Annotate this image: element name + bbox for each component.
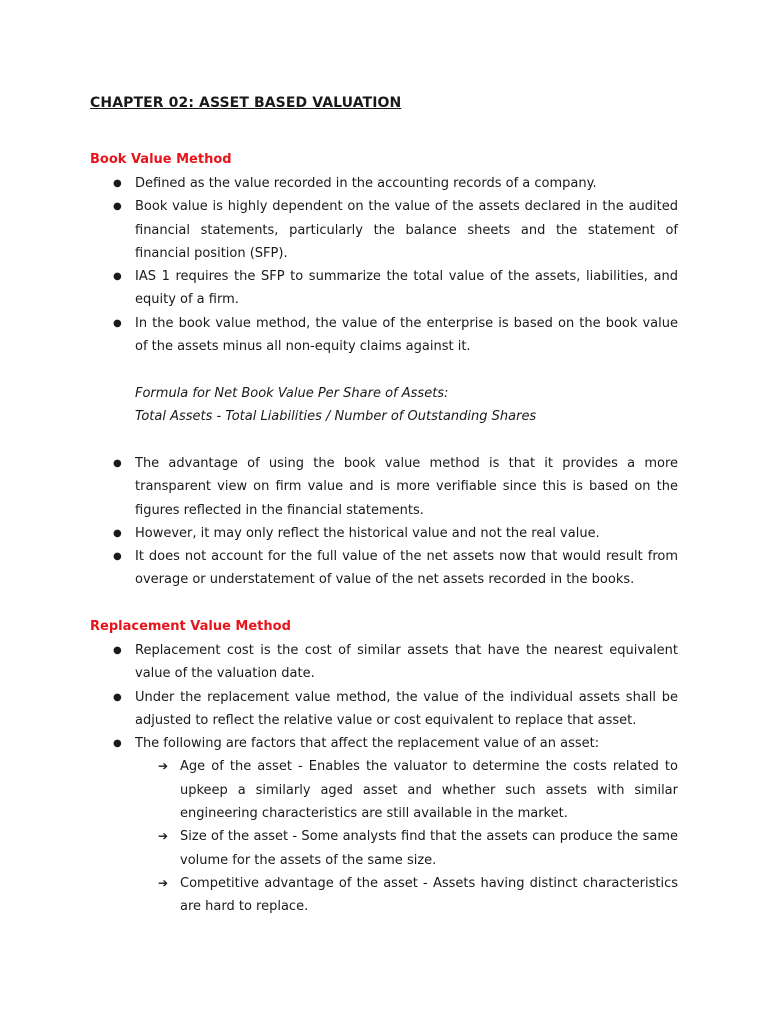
sub-list-item-text: Competitive advantage of the asset - Assets having distinct characteristics are hard to replace. — [180, 875, 678, 915]
sub-list-item — [135, 755, 678, 825]
list-item-text: Under the replacement value method, the value of the individual assets shall be adjusted to reflect the relative value or cost equivalent to replace that asset. — [135, 689, 678, 728]
list-item-text: Book value is highly dependent on the value of the assets declared in the audited financial statements, particularly the balance sheets and the statement of financial position (SFP). — [135, 199, 678, 261]
list-item-text: The advantage of using the book value method is that it provides a more transparent view on firm value and is more verifiable since this is based on the figures reflected in the financial statements. — [135, 456, 678, 518]
list-item — [0, 265, 678, 312]
bullet-icon: ● — [113, 317, 122, 329]
section-heading-replacement-value: Replacement Value Method — [90, 619, 291, 634]
bullet-icon: ● — [113, 551, 122, 563]
list-item-text: Defined as the value recorded in the accounting records of a company. — [135, 176, 597, 191]
chapter-title: CHAPTER 02: ASSET BASED VALUATION — [90, 95, 402, 111]
arrow-icon: ➔ — [158, 829, 169, 844]
list-item — [0, 522, 678, 545]
list-item — [0, 732, 678, 918]
replacement-value-bullet-list — [0, 639, 678, 919]
bullet-icon: ● — [113, 645, 122, 656]
bullet-icon: ● — [113, 201, 122, 213]
list-item — [0, 312, 678, 359]
list-item — [0, 639, 678, 686]
list-item — [0, 545, 678, 592]
list-item-text: Replacement cost is the cost of similar assets that have the nearest equivalent value of the valuation date. — [135, 643, 678, 682]
formula-block — [135, 382, 536, 429]
list-item — [0, 452, 678, 522]
replacement-factors-list — [135, 755, 678, 918]
list-item-text: It does not account for the full value of the net assets now that would result from overage or understatement of value of the net assets recorded in the books. — [135, 549, 678, 588]
bullet-icon: ● — [113, 738, 122, 750]
bullet-icon: ● — [113, 178, 122, 189]
arrow-icon: ➔ — [158, 875, 169, 890]
list-item — [0, 686, 678, 733]
list-item-text: However, it may only reflect the historical value and not the real value. — [135, 525, 600, 541]
sub-list-item — [135, 872, 678, 919]
sub-list-item-text: Size of the asset - Some analysts find that the assets can produce the same volume for the assets of the same size. — [180, 829, 678, 868]
sub-list-item — [135, 825, 678, 872]
list-item-text: The following are factors that affect the replacement value of an asset: — [135, 736, 600, 752]
book-value-bullet-list — [0, 172, 678, 358]
list-item — [0, 195, 678, 265]
bullet-icon: ● — [113, 527, 122, 539]
bullet-icon: ● — [113, 271, 122, 283]
bullet-icon: ● — [113, 691, 122, 703]
list-item-text: IAS 1 requires the SFP to summarize the total value of the assets, liabilities, and equity of a firm. — [135, 269, 678, 308]
arrow-icon: ➔ — [158, 759, 169, 774]
list-item — [0, 172, 678, 195]
section-heading-book-value: Book Value Method — [90, 152, 232, 167]
sub-list-item-text: Age of the asset - Enables the valuator to determine the costs related to upkeep a similarly aged asset and whether such assets with similar engineering characteristics are still available in the market. — [180, 759, 678, 822]
list-item-text: In the book value method, the value of the enterprise is based on the book value of the assets minus all non-equity claims against it. — [135, 315, 678, 355]
book-value-advantages-list — [0, 452, 678, 592]
formula-text: Total Assets - Total Liabilities / Number of Outstanding Shares — [135, 409, 537, 425]
bullet-icon: ● — [113, 458, 122, 469]
formula-label: Formula for Net Book Value Per Share of Assets: — [135, 386, 449, 401]
